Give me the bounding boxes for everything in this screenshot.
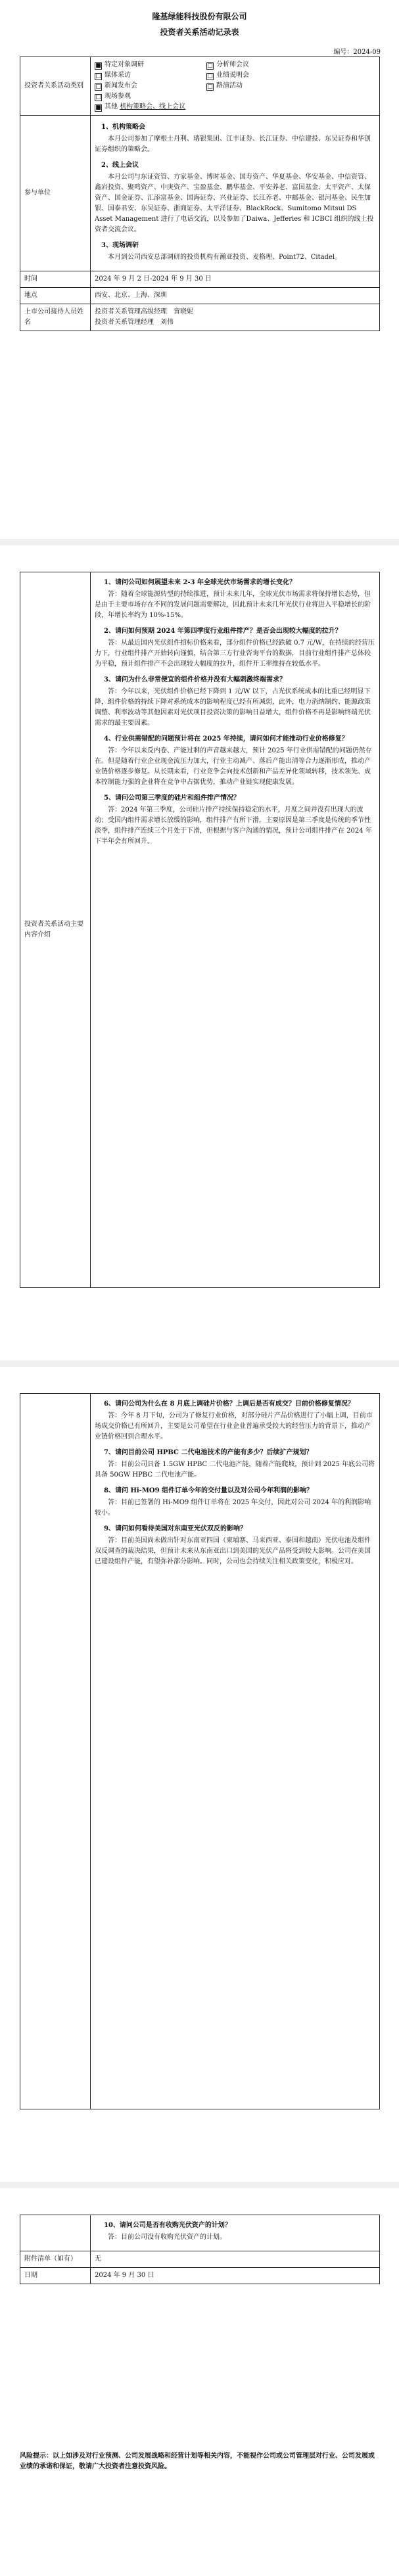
checkbox-icon: □ [207, 62, 213, 69]
date-label: 日期 [20, 2268, 91, 2284]
activity-type-label: 投资者关系活动类别 [20, 57, 91, 116]
qa-question: 9、请问如何看待美国对东南亚光伏双反的影响？ [104, 1525, 246, 1532]
content-label-continued [20, 1394, 91, 2109]
qa-question: 10、请问公司是否有收购光伏资产的计划？ [104, 2222, 231, 2229]
reception-row [20, 304, 380, 331]
content-row [20, 1394, 380, 2109]
checkbox-icon: □ [95, 83, 101, 90]
page-4 [0, 2188, 399, 2576]
qa-answer: 答：目前已签署的 Hi-MO9 组件订单将在 2025 年交付，因此对公司 2024 年的利润影响较小。 [95, 1499, 371, 1517]
qa-answer: 答：从最近国内光伏组件招标价格来看，部分组件价格已经跌破 0.7 元/W，在持续的经营压力下，行业组件排产开始转向谨慎，结合第三方行业咨询平台的数据，目前行业组件排产总体较为平稳，预计组件排产不会出现较大幅度的拉升，组件开工率维持在较低水平。 [95, 639, 375, 668]
qa-answer: 答：目前美国尚未做出针对东南亚四国（柬埔寨、马来西亚、泰国和越南）光伏电池及组件双反调查的裁决结果，但预计未来从东南亚出口到美国的光伏产品将受到较大影响。公司在美国已建设组件产能，有望弥补部分影响。同时，公司也会持续关注相关政策变化，积极应对。 [95, 1537, 371, 1565]
qa-question: 2、请问如何预期 2024 年第四季度行业组件排产？是否会出现较大幅度的拉升？ [104, 628, 342, 635]
time-label: 时间 [20, 271, 91, 288]
qa-question: 5、请问公司第三季度的硅片和组件排产情况？ [104, 794, 240, 802]
content-qa [91, 1394, 380, 2109]
activity-option: ■ 特定对象调研 [95, 61, 144, 69]
activity-option: □ 媒体采访 [95, 72, 131, 80]
content-row [20, 2215, 380, 2251]
qa-answer: 答：今年以来反内卷、产能过剩的声音越来越大，预计 2025 年行业供需错配的问题仍然存在。但是随着行业企业现金流压力加大，行业主动减产、落后产能出清等合力逐渐形成，推动产业链价格逐步修复。从长期来看，行业竞争会向技术创新和产品差异化领域转移，技术领先、成本控制能力强的企业将在竞争中占据优势，推动产业链实现健康发展。 [95, 747, 372, 786]
qa-answer: 答：2024 年第三季度，公司硅片排产持续保持稳定的水平，月度之间并没有出现大的波动；受国内组件需求增长放缓的影响，组件排产有所下滑，主要原因是第三季度是传统的季节性淡季，组件排产连续三个月处于下滑，但根据与客户沟通的情况，预计公司组件排产在 2024 年下半年会有所回升。 [95, 806, 372, 845]
activity-option: □ 业绩说明会 [207, 72, 249, 80]
checkbox-icon: □ [95, 73, 101, 80]
content-row [20, 572, 380, 1288]
attachment-value: 无 [91, 2251, 380, 2268]
section-text: 本月公司与东证资管、方家基金、博时基金、国寿资产、华夏基金、华安基金、中信资管、鑫岩投资、聚鸣资产、中庚资产、宝盈基金、鹏华基金、平安养老、富国基金、太平资产、太保资产、国金证券、汇添富基金、国海证券、兴业证券、长江养老、中邮基金、银河基金、民生加银、国泰君安、东吴证券、浙商证券、太平洋证券、BlackRock、Sumitomo Mitsui DS Asset Management 进行了电话交流，以及参加了Daiwa、Jefferies 和 ICBCI 组织的线上投资者交流会议。 [95, 173, 374, 233]
document-title: 投资者关系活动记录表 [160, 28, 239, 37]
company-name: 隆基绿能科技股份有限公司 [152, 12, 247, 21]
content-label: 投资者关系活动主要内容介绍 [20, 572, 91, 1288]
attachment-label: 附件清单（如有） [20, 2251, 91, 2268]
section-text: 本月到公司西安总部调研的投资机构有瀚亚投资、麦格理、Point72、Citadel。 [108, 254, 342, 261]
qa-answer: 答：今年以来，光伏组件价格已经下降到 1 元/W 以下，占光伏系统成本的比重已经明显下降，组件价格的持续下降对系统成本的影响程度已经有所减弱，此外，电力消纳制约、能源政策调整、利率波动等其他因素对光伏项目投资决策的影响日益增大，组件价格不再是影响终端光伏需求的最主要因素。 [95, 688, 371, 727]
qa-question: 3、请问为什么非常便宜的组件价格并没有大幅刺激终端需求？ [104, 676, 286, 683]
activity-option: □ 现场参观 [95, 93, 131, 101]
qa-question: 1、请问公司如何展望未来 2-3 年全球光伏市场需求的增长变化？ [104, 579, 296, 586]
qa-answer: 答：目前公司具备 1.5GW HPBC 二代电池产能，随着产能爬坡，预计到 2025 年底公司将具备 50GW HPBC 二代电池产能。 [95, 1461, 375, 1479]
section-title: 2、线上会议 [101, 162, 139, 169]
reception-label: 上市公司接待人员姓名 [20, 304, 91, 331]
location-row [20, 288, 380, 304]
page-2 [0, 545, 399, 1360]
content-qa [91, 572, 380, 1288]
section-title: 1、机构策略会 [101, 124, 145, 131]
reception-value [91, 304, 380, 331]
activity-other-detail: 机构策略会、线上会议 [120, 103, 186, 110]
date-row [20, 2268, 380, 2284]
page-3 [0, 1367, 399, 2182]
location-label: 地点 [20, 288, 91, 304]
reception-person: 投资者关系管理高级经理 啻晓妮 [95, 308, 193, 315]
qa-question: 8、请问 Hi-MO9 组件订单今年的交付量以及对公司今年利润的影响？ [104, 1487, 314, 1494]
participants-content [91, 116, 380, 271]
time-row [20, 271, 380, 288]
qa-answer: 答：随着全球能源转型的持续推进，预计未来几年，全球光伏市场需求将保持增长态势，但是由于主要市场存在不同的发展问题需要解决，因此预计未来几年光伏行业将进入平稳增长的阶段，年增长率约为 10%-15%。 [95, 591, 371, 619]
reception-person: 投资者关系管理经理 刘伟 [95, 319, 174, 326]
qa-answer: 答：目前公司没有收购光伏资产的计划。 [108, 2234, 226, 2241]
qa-question: 6、请问公司为什么在 8 月底上调硅片价格？上调后是否有成交？目前价格修复情况？ [104, 1400, 354, 1408]
checkbox-icon: □ [207, 83, 213, 90]
checkbox-icon: □ [95, 94, 101, 101]
activity-type-options [91, 57, 380, 116]
date-value: 2024 年 9 月 30 日 [91, 2268, 380, 2284]
section-text: 本月公司参加了摩根士丹利、瑞银集团、江丰证券、长江证券、中信建投、东吴证券和华创证券组织的策略会。 [95, 135, 371, 153]
checkbox-icon: □ [207, 73, 213, 80]
qa-answer: 答：今年 8 月下旬，公司为了修复行业价格，对部分硅片产品价格进行了小幅上调，目前市场成交价格已有所回升，主要是公司希望在行业企业普遍承受较大的经营压力的背景下，推动产业链价格回到合理水平。 [95, 1412, 373, 1440]
record-table [20, 57, 380, 331]
activity-option: □ 路演活动 [207, 82, 243, 90]
location-value: 西安、北京、上海、深圳 [91, 288, 380, 304]
checkbox-icon: ■ [95, 104, 101, 111]
activity-option-other: ■ 其他 机构策略会、线上会议 [95, 103, 186, 111]
content-qa [91, 2215, 380, 2251]
time-value: 2024 年 9 月 2 日-2024 年 9 月 30 日 [91, 271, 380, 288]
checkbox-icon: ■ [95, 62, 101, 69]
content-table-part-3 [20, 2215, 380, 2284]
qa-question: 4、行业供需错配的问题预计将在 2025 年持续，请问如何才能推动行业价格修复？ [104, 735, 348, 743]
participants-row [20, 116, 380, 271]
activity-type-row [20, 57, 380, 116]
content-table-part-2 [20, 1393, 380, 2109]
section-title: 3、现场调研 [101, 242, 139, 249]
page-1 [0, 0, 399, 539]
content-label-continued [20, 2215, 91, 2251]
attachment-row [20, 2251, 380, 2268]
participants-label: 参与单位 [20, 116, 91, 271]
document-code: 编号：2024-09 [333, 49, 381, 56]
activity-option: □ 分析师会议 [207, 61, 249, 69]
activity-option: □ 新闻发布会 [95, 82, 137, 90]
risk-notice: 风险提示：以上如涉及对行业预测、公司发展战略和经营计划等相关内容，不能视作公司或公司管理层对行业、公司发展或业绩的承诺和保证，敬请广大投资者注意投资风险。 [20, 2452, 375, 2470]
content-table-part-1 [20, 572, 380, 1288]
qa-question: 7、请问目前公司 HPBC 二代电池技术的产能有多少？后续扩产规划？ [104, 1449, 313, 1456]
